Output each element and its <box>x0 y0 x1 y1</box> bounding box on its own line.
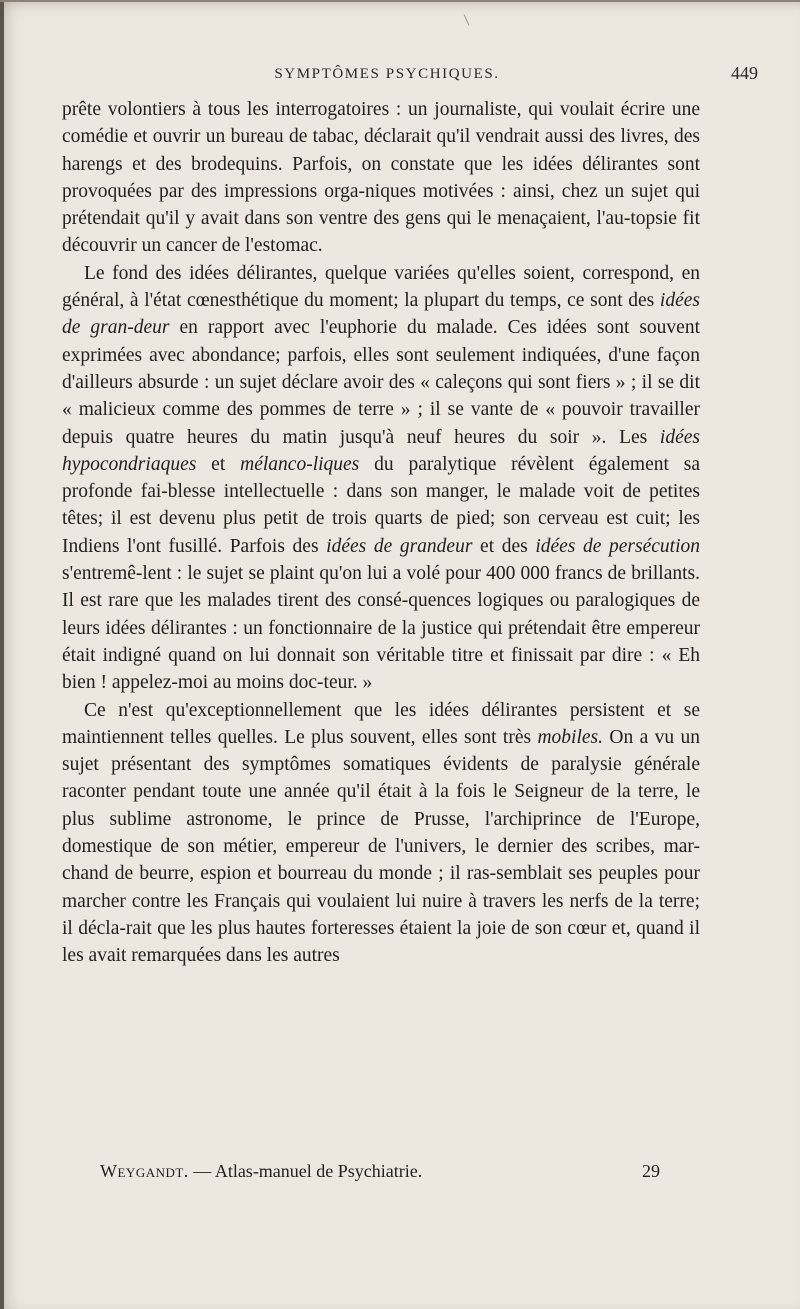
text-run: et des <box>472 535 536 557</box>
footer-author: Weygandt. <box>100 1161 189 1181</box>
text-run: et <box>196 453 241 475</box>
italic-run: idées de gran-deur <box>62 290 700 339</box>
footer <box>100 1161 660 1189</box>
page-edge-left <box>0 0 4 1309</box>
print-mark <box>464 14 470 25</box>
page-edge-top <box>0 0 800 2</box>
text-run: en rapport avec l'euphorie du malade. Ces idées sont souvent exprimées avec abondance; parfois, elles sont seulement indiquées, d'une façon d'ailleurs absurde : un sujet déclare avoir des « caleçons qui sont fiers » ; il se dit « malicieux comme des pommes de terre » ; il se vante de « pouvoir travailler depuis quatre heures du matin jusqu'à neuf heures du soir ». Les <box>62 317 700 448</box>
italic-run: idées hypocondriaques <box>62 426 700 475</box>
italic-run: mélanco-liques <box>240 453 360 475</box>
paragraph-3 <box>62 697 700 970</box>
paragraph-2 <box>62 260 700 697</box>
italic-run: idées de grandeur <box>326 535 473 557</box>
text-run: Le fond des idées délirantes, quelque variées qu'elles soient, correspond, en général, à l'état cœnesthétique du moment; la plupart du temps, ce sont des <box>62 262 700 312</box>
italic-run: mobiles. <box>537 726 603 748</box>
italic-run: idées de persécution <box>535 535 700 557</box>
text-run: du paralytique révèlent également sa profonde fai-blesse intellectuelle : dans son manger, le malade voit de petites têtes; il est devenu plus petit de trois quarts de pied; son cerveau est cuit; les Indiens l'ont fusillé. Parfois des <box>62 453 701 557</box>
signature-mark: 29 <box>642 1161 660 1181</box>
body-text <box>62 96 700 970</box>
footer-citation <box>100 1161 422 1182</box>
page-number: 449 <box>731 63 758 83</box>
text-run: s'entremê-lent : le sujet se plaint qu'on lui a volé pour 400 000 francs de brillants. Il est rare que les malades tirent des consé-quences logiques ou paralogiques de leurs idées délirantes : un fonctionnaire de la justice qui prétendait être empereur était indigné quand on lui donnait son véritable titre et finissait par dire : « Eh bien ! appelez-moi au moins doc-teur. » <box>62 563 700 694</box>
running-head <box>62 62 762 88</box>
running-head-title: SYMPTÔMES PSYCHIQUES. <box>274 66 500 82</box>
text-run: Ce n'est qu'exceptionnellement que les idées délirantes persistent et se maintiennent telles quelles. Le plus souvent, elles sont très <box>62 699 700 748</box>
paragraph-1: prête volontiers à tous les interrogatoires : un journaliste, qui voulait écrire une comédie et ouvrir un bureau de tabac, déclarait qu'il vendrait aussi des livres, des harengs et des brodequins. Parfois, on constate que les idées délirantes sont provoquées par des impressions orga-niques motivées : ainsi, chez un sujet qui prétendait qu'il y avait dans son ventre des gens qui le menaçaient, l'au-topsie fit découvrir un cancer de l'estomac. <box>62 99 700 257</box>
text-run: On a vu un sujet présentant des symptômes somatiques évidents de paralysie générale raconter pendant toute une année qu'il était à la fois le Seigneur de la terre, le plus sublime astronome, le prince de Prusse, l'archiprince de l'Europe, domestique de son métier, empereur de l'univers, le dernier des scribes, mar-chand de beurre, espion et bourreau du monde ; il ras-semblait ses peuples pour marcher contre les Français qui voulaient lui nuire à travers les nerfs de la terre; il décla-rait que les plus hautes forteresses étaient la joie de son cœur et, quand il les avait remarquées dans les autres <box>62 726 700 967</box>
footer-title: — Atlas-manuel de Psychiatrie. <box>188 1161 423 1181</box>
